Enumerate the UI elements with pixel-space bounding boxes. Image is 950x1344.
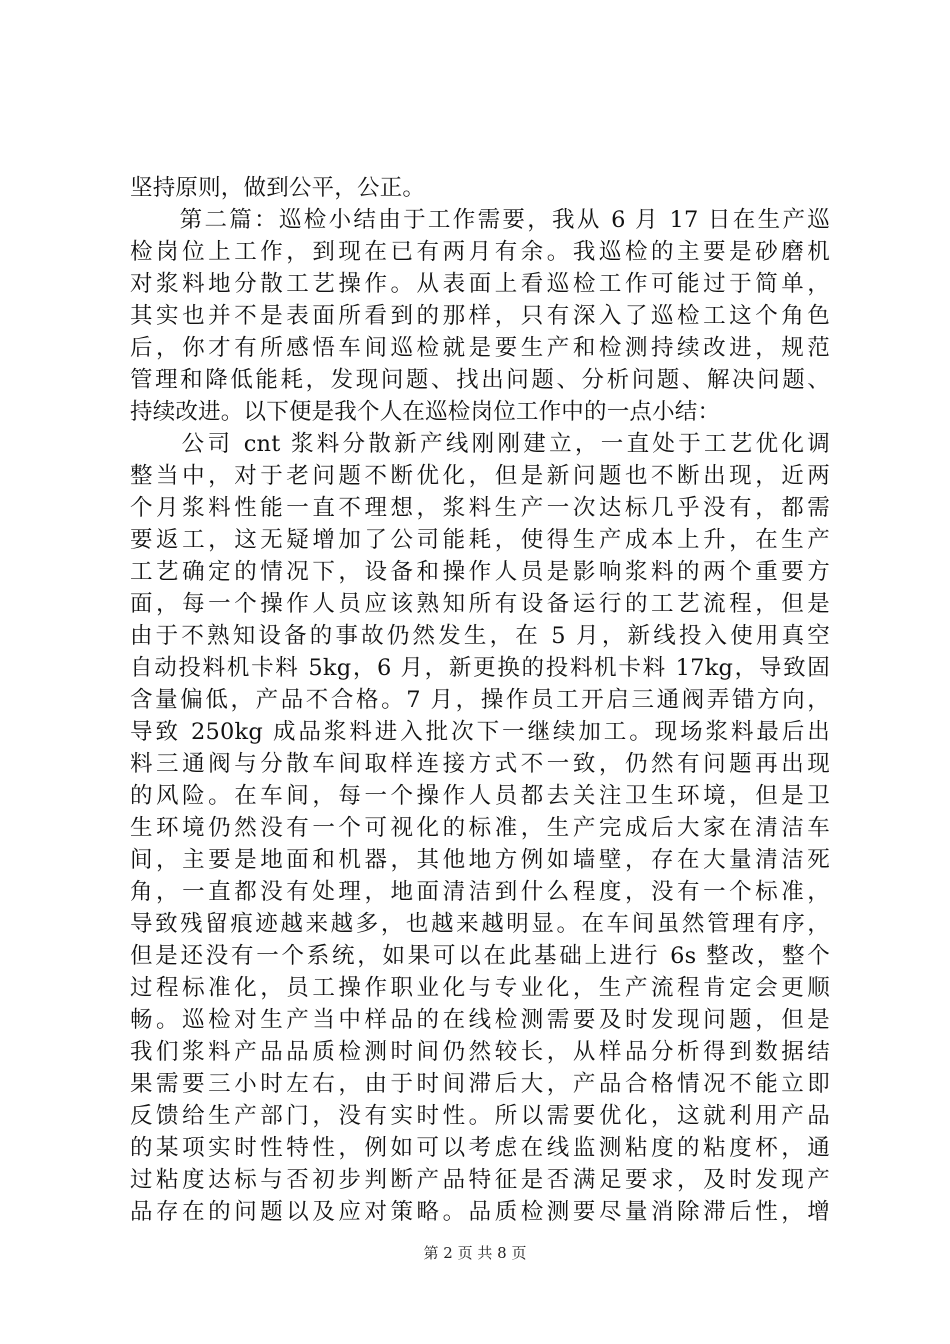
text-line: 坚持原则，做到公平，公正。	[130, 175, 426, 201]
text-line: 含量偏低，产品不合格。7 月，操作员工开启三通阀弄错方向，	[130, 687, 830, 713]
text-line: 管理和降低能耗，发现问题、找出问题、分析问题、解决问题、	[130, 367, 830, 393]
text-line: 料三通阀与分散车间取样连接方式不一致，仍然有问题再出现	[130, 751, 830, 777]
text-line: 生环境仍然没有一个可视化的标准，生产完成后大家在清洁车	[130, 815, 830, 841]
text-line: 的风险。在车间，每一个操作人员都去关注卫生环境，但是卫	[130, 783, 830, 809]
text-line: 畅。巡检对生产当中样品的在线检测需要及时发现问题，但是	[130, 1007, 830, 1033]
text-line: 过程标准化，员工操作职业化与专业化，生产流程肯定会更顺	[130, 975, 830, 1001]
text-line: 角，一直都没有处理，地面清洁到什么程度，没有一个标准，	[130, 879, 830, 905]
text-line: 持续改进。以下便是我个人在巡检岗位工作中的一点小结：	[130, 399, 721, 425]
text-line: 但是还没有一个系统，如果可以在此基础上进行 6s 整改，整个	[130, 943, 830, 969]
text-line: 我们浆料产品品质检测时间仍然较长，从样品分析得到数据结	[130, 1039, 830, 1065]
text-line: 反馈给生产部门，没有实时性。所以需要优化，这就利用产品	[130, 1103, 830, 1129]
text-line: 对浆料地分散工艺操作。从表面上看巡检工作可能过于简单，	[130, 271, 830, 297]
text-line: 导致 250kg 成品浆料进入批次下一继续加工。现场浆料最后出	[130, 719, 830, 745]
page-footer	[0, 1243, 950, 1263]
text-line: 检岗位上工作，到现在已有两月有余。我巡检的主要是砂磨机	[130, 239, 830, 265]
text-line: 公司 cnt 浆料分散新产线刚刚建立，一直处于工艺优化调	[130, 431, 830, 457]
text-line: 后，你才有所感悟车间巡检就是要生产和检测持续改进，规范	[130, 335, 830, 361]
text-line: 过粘度达标与否初步判断产品特征是否满足要求，及时发现产	[130, 1167, 830, 1193]
text-line: 的某项实时性特性，例如可以考虑在线监测粘度的粘度杯，通	[130, 1135, 830, 1161]
text-line: 品存在的问题以及应对策略。品质检测要尽量消除滞后性，增	[130, 1199, 830, 1225]
text-line: 其实也并不是表面所看到的那样，只有深入了巡检工这个角色	[130, 303, 830, 329]
text-line: 自动投料机卡料 5kg，6 月，新更换的投料机卡料 17kg，导致固	[130, 655, 830, 681]
text-line: 间，主要是地面和机器，其他地方例如墙壁，存在大量清洁死	[130, 847, 830, 873]
text-line: 第二篇：巡检小结由于工作需要，我从 6 月 17 日在生产巡	[130, 207, 830, 233]
text-line: 由于不熟知设备的事故仍然发生，在 5 月，新线投入使用真空	[130, 623, 830, 649]
text-line: 果需要三小时左右，由于时间滞后大，产品合格情况不能立即	[130, 1071, 830, 1097]
text-line: 要返工，这无疑增加了公司能耗，使得生产成本上升，在生产	[130, 527, 830, 553]
text-line: 整当中，对于老问题不断优化，但是新问题也不断出现，近两	[130, 463, 830, 489]
text-line: 个月浆料性能一直不理想，浆料生产一次达标几乎没有，都需	[130, 495, 830, 521]
page-number: 第 2 页 共 8 页	[423, 1244, 527, 1262]
text-line: 面，每一个操作人员应该熟知所有设备运行的工艺流程，但是	[130, 591, 830, 617]
document-body	[130, 172, 830, 1228]
text-line: 工艺确定的情况下，设备和操作人员是影响浆料的两个重要方	[130, 559, 830, 585]
text-line: 导致残留痕迹越来越多，也越来越明显。在车间虽然管理有序，	[130, 911, 830, 937]
